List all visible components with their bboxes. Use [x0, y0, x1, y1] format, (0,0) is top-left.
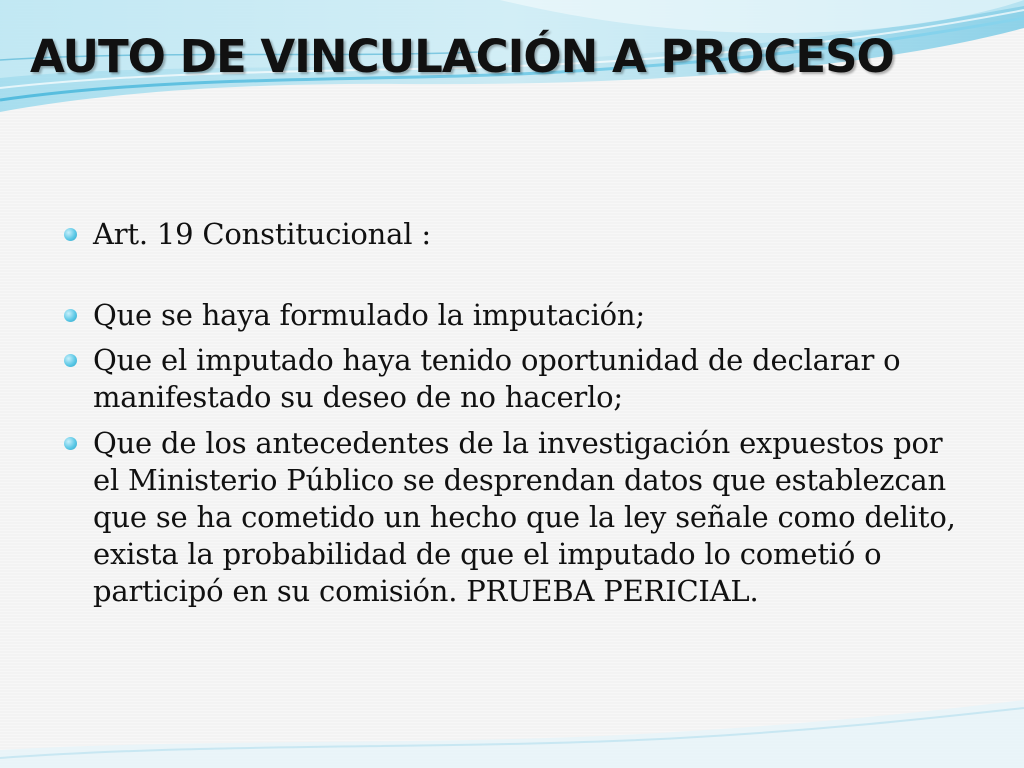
bullet-list: [62, 216, 962, 610]
slide-title: AUTO DE VINCULACIÓN A PROCESO: [30, 30, 894, 83]
bullet-text: Que se haya formulado la imputación;: [93, 298, 645, 332]
bullet-dot-icon: [64, 437, 77, 450]
bullet-item: [62, 425, 962, 610]
bullet-dot-icon: [64, 309, 77, 322]
bullet-text: Que de los antecedentes de la investigación expuestos por el Ministerio Público se desprendan datos que establezcan que se ha cometido un hecho que la ley señale como delito, exista la probabilidad de que el imputado lo cometió o participó en su comisión. PRUEBA PERICIAL.: [93, 426, 956, 608]
bullet-item: [62, 216, 962, 253]
footer-wave-decoration: [0, 680, 1024, 768]
bullet-text: Que el imputado haya tenido oportunidad de declarar o manifestado su deseo de no hacerlo;: [93, 343, 901, 414]
bullet-dot-icon: [64, 354, 77, 367]
bullet-dot-icon: [64, 228, 77, 241]
bullet-text: Art. 19 Constitucional :: [93, 217, 431, 251]
bullet-item: [62, 297, 962, 334]
bullet-item: [62, 342, 962, 416]
